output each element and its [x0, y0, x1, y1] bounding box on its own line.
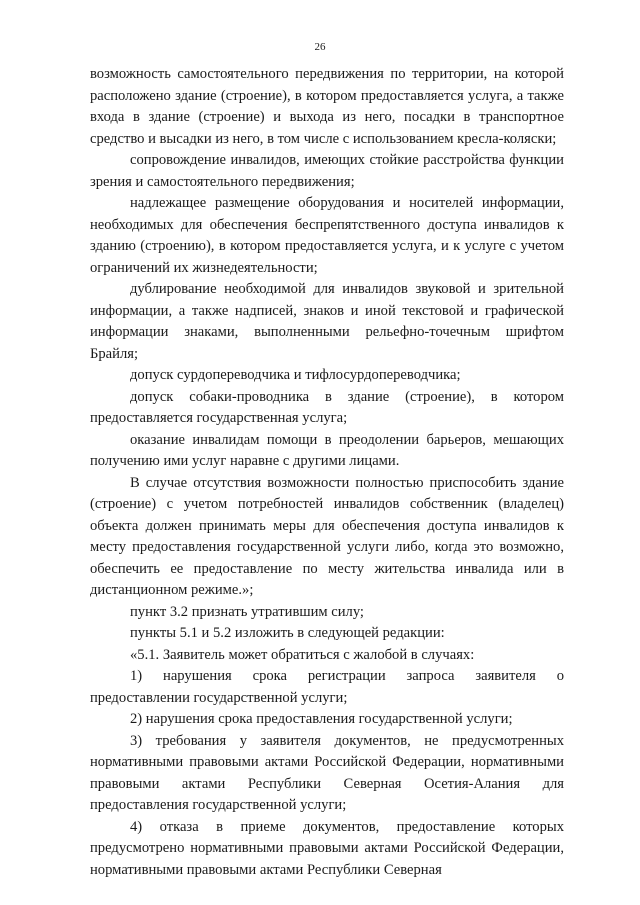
paragraph: пункт 3.2 признать утратившим силу;	[130, 603, 364, 620]
paragraph: допуск сурдопереводчика и тифлосурдопереводчика;	[130, 367, 461, 383]
paragraph: допуск собаки-проводника в здание (строение), в котором предоставляется государственная услуга;	[90, 388, 564, 426]
paragraph: 2) нарушения срока предоставления государственной услуги;	[130, 711, 513, 727]
paragraph: В случае отсутствия возможности полностью приспособить здание (строение) с учетом потребностей инвалидов собственник (владелец) объекта должен принимать меры для обеспечения доступа инвалидов к месту предоставления государственной услуги либо, когда это возможно, обеспечить ее предоставление по месту жительства инвалида или в дистанционном режиме.»;	[90, 474, 564, 598]
paragraph: 1) нарушения срока регистрации запроса заявителя о предоставлении государственной услуги;	[90, 668, 564, 706]
paragraph: 3) требования у заявителя документов, не предусмотренных нормативными правовыми актами Российской Федерации, нормативными правовыми актами Республики Северная Осетия-Алания для предоставления государственной услуги;	[90, 732, 564, 813]
paragraph: дублирование необходимой для инвалидов звуковой и зрительной информации, а также надписей, знаков и иной текстовой и графической информации знаками, выполненными рельефно-точечным шрифтом Брайля;	[90, 281, 564, 362]
document-body	[90, 64, 564, 881]
paragraph: оказание инвалидам помощи в преодолении барьеров, мешающих получению ими услуг наравне с другими лицами.	[90, 431, 564, 469]
paragraph: возможность самостоятельного передвижения по территории, на которой расположено здание (строение), в котором предоставляется услуга, а также входа в здание (строение) и выхода из него, посадки в транспортное средство и высадки из него, в том числе с использованием кресла-коляски;	[90, 66, 564, 147]
paragraph: надлежащее размещение оборудования и носителей информации, необходимых для обеспечения беспрепятственного доступа инвалидов к зданию (строению), в котором предоставляется услуга, и к услуге с учетом ограничений их жизнедеятельности;	[90, 195, 564, 276]
paragraph: сопровождение инвалидов, имеющих стойкие расстройства функции зрения и самостоятельного передвижения;	[90, 152, 564, 190]
paragraph: 4) отказа в приеме документов, предоставление которых предусмотрено нормативными правовыми актами Российской Федерации, нормативными правовыми актами Республики Северная	[90, 818, 564, 878]
page-number: 26	[314, 41, 326, 53]
paragraph: «5.1. Заявитель может обратиться с жалобой в случаях:	[130, 646, 475, 663]
paragraph: пункты 5.1 и 5.2 изложить в следующей редакции:	[130, 625, 445, 641]
